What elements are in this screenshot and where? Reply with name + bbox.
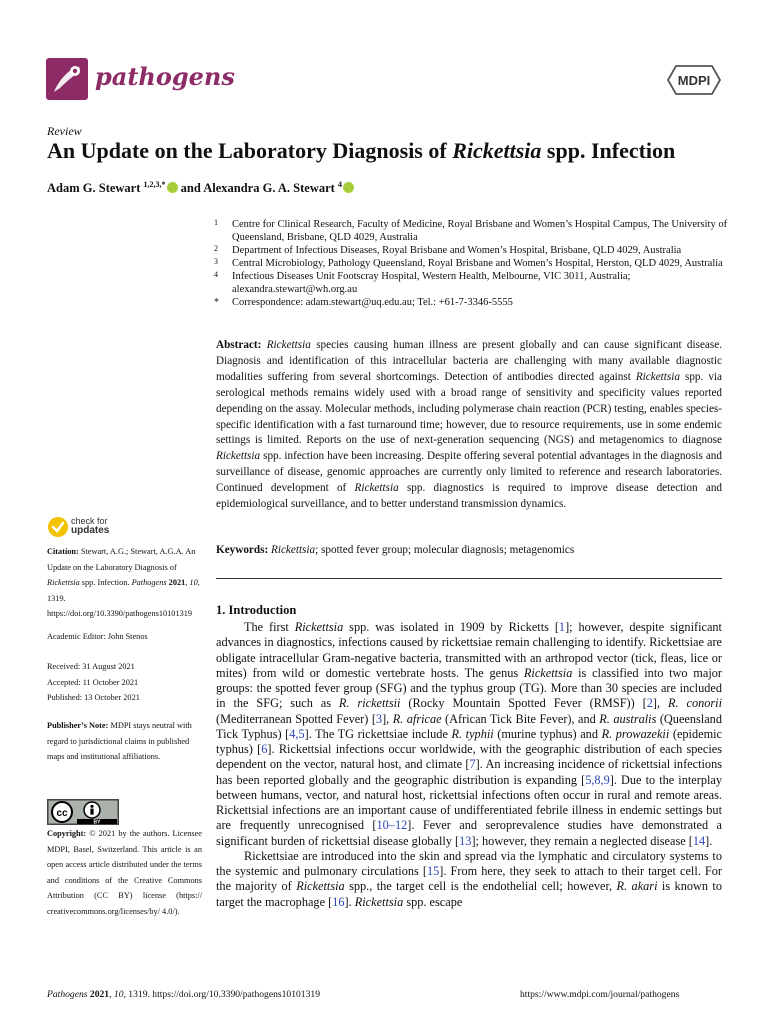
text-run: ]. Due to the interplay between humans, vector, and natural host, rickettsial infections often occur in rural and remote areas. Rickettsial infections are an important cause of undifferentiated febrile illness in endemic settings but are frequently unrecognised [ (216, 772, 723, 833)
footer-citation: Pathogens 2021, 10, 1319. https://doi.org/10.3390/pathogens10101319 (47, 989, 320, 1000)
italic-term: R. prowazekii (601, 726, 670, 741)
text-run: ], (652, 696, 668, 711)
italic-term: R. typhii (451, 726, 494, 741)
italic-term: Rickettsia (523, 665, 573, 680)
italic-term: R. australis (599, 711, 657, 726)
text-run: ]. An increasing incidence of rickettsial infections has been reported globally and the geographic distribution is expanding [ (216, 757, 722, 787)
accepted-date: Accepted: 11 October 2021 (47, 677, 139, 687)
received-date: Received: 31 August 2021 (47, 662, 135, 671)
affiliation: 2 Department of Infectious Diseases, Royal Brisbane and Women’s Hospital, Brisbane, QLD 4029, Australia (214, 244, 682, 256)
reference-link[interactable]: 2 (646, 696, 653, 711)
text-run: ]; however, despite significant advances in diagnostics, infections caused by rickettsiae remain challenging to identify. Rickettsiae are obligate intracellular Gram-negative bacteria, transmitted with an arthropod vector (tick, fleas, lice or mites) from wild or domestic vertebrate hosts. The genus (216, 620, 722, 680)
affiliation: 4 Infectious Diseases Unit Footscray Hospital, Western Health, Melbourne, VIC 3011, Australia; alexandra.stewart@wh.org.au (214, 270, 631, 295)
text-run: spp. escape (403, 894, 463, 909)
text-run: (epidemic typhus) [ (216, 726, 723, 756)
italic-term: Rickettsia (354, 894, 404, 909)
text-run: spp., the target cell is the endothelial cell; however, (344, 879, 617, 894)
introduction-body (216, 620, 722, 910)
text-run: ]. The TG rickettsiae include (304, 726, 452, 741)
text-run: (Rocky Mountain Spotted Fever (RMSF)) [ (400, 696, 647, 711)
affiliations (214, 218, 734, 309)
article-type: Review (47, 124, 82, 138)
reference-link[interactable]: 7 (469, 757, 476, 772)
orcid-icon[interactable] (167, 182, 178, 193)
author-list: Adam G. Stewart $^{1,2,3,*}$ and Alexandra G. A. Stewart $^4$ (47, 180, 354, 196)
reference-link[interactable]: 15 (426, 864, 440, 878)
text-run: ]. Rickettsial infections occur worldwide, with the geographic distribution of each species dependent on the vector, natural host, and climate [ (216, 742, 722, 772)
mdpi-logo-icon (666, 64, 722, 96)
text-run: is known to target the macrophage [ (216, 879, 722, 909)
reference-link[interactable]: 3 (375, 711, 383, 726)
italic-term: Rickettsia (294, 620, 344, 634)
article-title: An Update on the Laboratory Diagnosis of Rickettsia spp. Infection (47, 138, 676, 163)
text-run: spp. was isolated in 1909 by Ricketts [ (343, 620, 559, 634)
orcid-icon[interactable] (343, 182, 354, 193)
cc-by-license-icon[interactable] (47, 799, 119, 825)
text-run: Rickettsiae are introduced into the skin and spread via the lymphatic and circulatory systems to the systemic and pulmonary circulations [ (216, 848, 722, 878)
copyright: Copyright: © 2021 by the authors. Licensee MDPI, Basel, Switzerland. This article is an open access article distributed under the terms and conditions of the Creative Commons Attribution (CC BY) license (https:// creativecommons.org/licenses/by/ 4.0/). (47, 829, 202, 916)
text-run: (Queensland Tick Typhus) [ (216, 711, 722, 741)
footer-journal-url[interactable]: https://www.mdpi.com/journal/pathogens (520, 989, 680, 1000)
text-run: ]. Fever and seroprevalence studies have demonstrated a significant burden of rickettsial disease globally [ (216, 818, 722, 848)
text-run: ]; however, they remain a neglected disease [ (471, 833, 693, 848)
text-run: is classified into two major groups: the spotted fever group (SFG) and the typhus group (TG). More than 30 species are included in the SFG; such as (216, 665, 722, 711)
reference-link[interactable]: 6 (261, 742, 268, 756)
reference-link[interactable]: 13 (459, 833, 472, 848)
italic-term: Rickettsia (296, 879, 345, 894)
correspondence: * Correspondence: adam.stewart@uq.edu.au; Tel.: +61-7-3346-5555 (214, 297, 513, 308)
affiliation: 3 Central Microbiology, Pathology Queensland, Royal Brisbane and Women’s Hospital, Herston, QLD 4029, Australia (214, 257, 723, 269)
text-run: (Mediterranean Spotted Fever) [ (216, 711, 376, 726)
citation: Citation: Stewart, A.G.; Stewart, A.G.A. An Update on the Laboratory Diagnosis of Rickettsia spp. Infection. Pathogens 2021, 10, 1319. https://doi.org/10.3390/pathogens10101319 (47, 547, 200, 618)
keywords: Keywords: Rickettsia; spotted fever group; molecular diagnosis; metagenomics (216, 544, 575, 556)
author-name[interactable]: Alexandra G. A. Stewart (203, 181, 338, 196)
pathogens-logo-icon (46, 58, 88, 100)
reference-link[interactable]: 5,8,9 (585, 772, 610, 787)
publisher-note: Publisher’s Note: MDPI stays neutral with regard to jurisdictional claims in published maps and institutional affiliations. (47, 721, 192, 761)
author-name[interactable]: Adam G. Stewart (47, 181, 144, 196)
cc-by-label: BY (93, 819, 101, 825)
paragraph (216, 620, 722, 849)
text-run: ], (382, 711, 393, 726)
text-run: ]. (344, 894, 355, 909)
reference-link[interactable]: 10–12 (376, 818, 408, 833)
italic-term: R. africae (392, 711, 442, 726)
section-title: 1. Introduction (216, 603, 297, 617)
check-for-updates-icon (47, 516, 69, 538)
section-divider (216, 578, 722, 579)
abstract: Abstract: Rickettsia species causing human illness are present globally and can cause significant disease. Diagnosis and identification of this intracellular bacteria are challenging with many available diagnostic modalities suffering from several shortcomings. Detection of antibodies directed against Rickettsia spp. via serological methods remains widely used with a broad range of sensitivity and specificity values reported depending on the assay. Molecular methods, including polymerase chain reaction (PCR) testing, enables species-specific identification with a fast turnaround time; however, due to resource requirements, use in some endemic settings is limited. Reports on the use of next-generation sequencing (NGS) and metagenomics to diagnose Rickettsia spp. infection have been increasing. Despite offering several potential advantages in the diagnosis and surveillance of disease, genomic approaches are currently only limited to reference and research laboratories. Continued development of Rickettsia spp. diagnostics is required to improve disease detection and epidemiological surveillance, and to better understand transmission dynamics. (216, 339, 723, 511)
check-for-updates-button[interactable]: check for updates (47, 512, 127, 542)
text-run: ]. (705, 833, 713, 848)
text-run: (murine typhus) and (493, 726, 602, 741)
reference-link[interactable]: 16 (332, 894, 345, 909)
italic-term: R. akari (616, 879, 658, 894)
affiliation: 1 Centre for Clinical Research, Faculty of Medicine, Royal Brisbane and Women’s Hospital Campus, The University of Queensland, Brisbane, QLD 4029, Australia (214, 218, 728, 243)
dates (47, 659, 202, 706)
paragraph (216, 849, 722, 910)
publisher-name: MDPI (677, 73, 711, 88)
text-run: ]. From here, they seek to attach to their target cell. For the majority of (216, 864, 722, 894)
svg-text:cc: cc (56, 808, 68, 819)
published-date: Published: 13 October 2021 (47, 693, 140, 702)
italic-term: R. conorii (667, 696, 723, 711)
academic-editor: Academic Editor: John Stenos (47, 632, 148, 641)
text-run: The first (244, 620, 295, 634)
reference-link[interactable]: 14 (692, 833, 706, 848)
reference-link[interactable]: 1 (558, 620, 566, 634)
journal-name: pathogens (95, 62, 235, 91)
italic-term: R. rickettsii (338, 696, 401, 711)
text-run: (African Tick Bite Fever), and (441, 711, 600, 726)
reference-link[interactable]: 4,5 (289, 726, 305, 741)
